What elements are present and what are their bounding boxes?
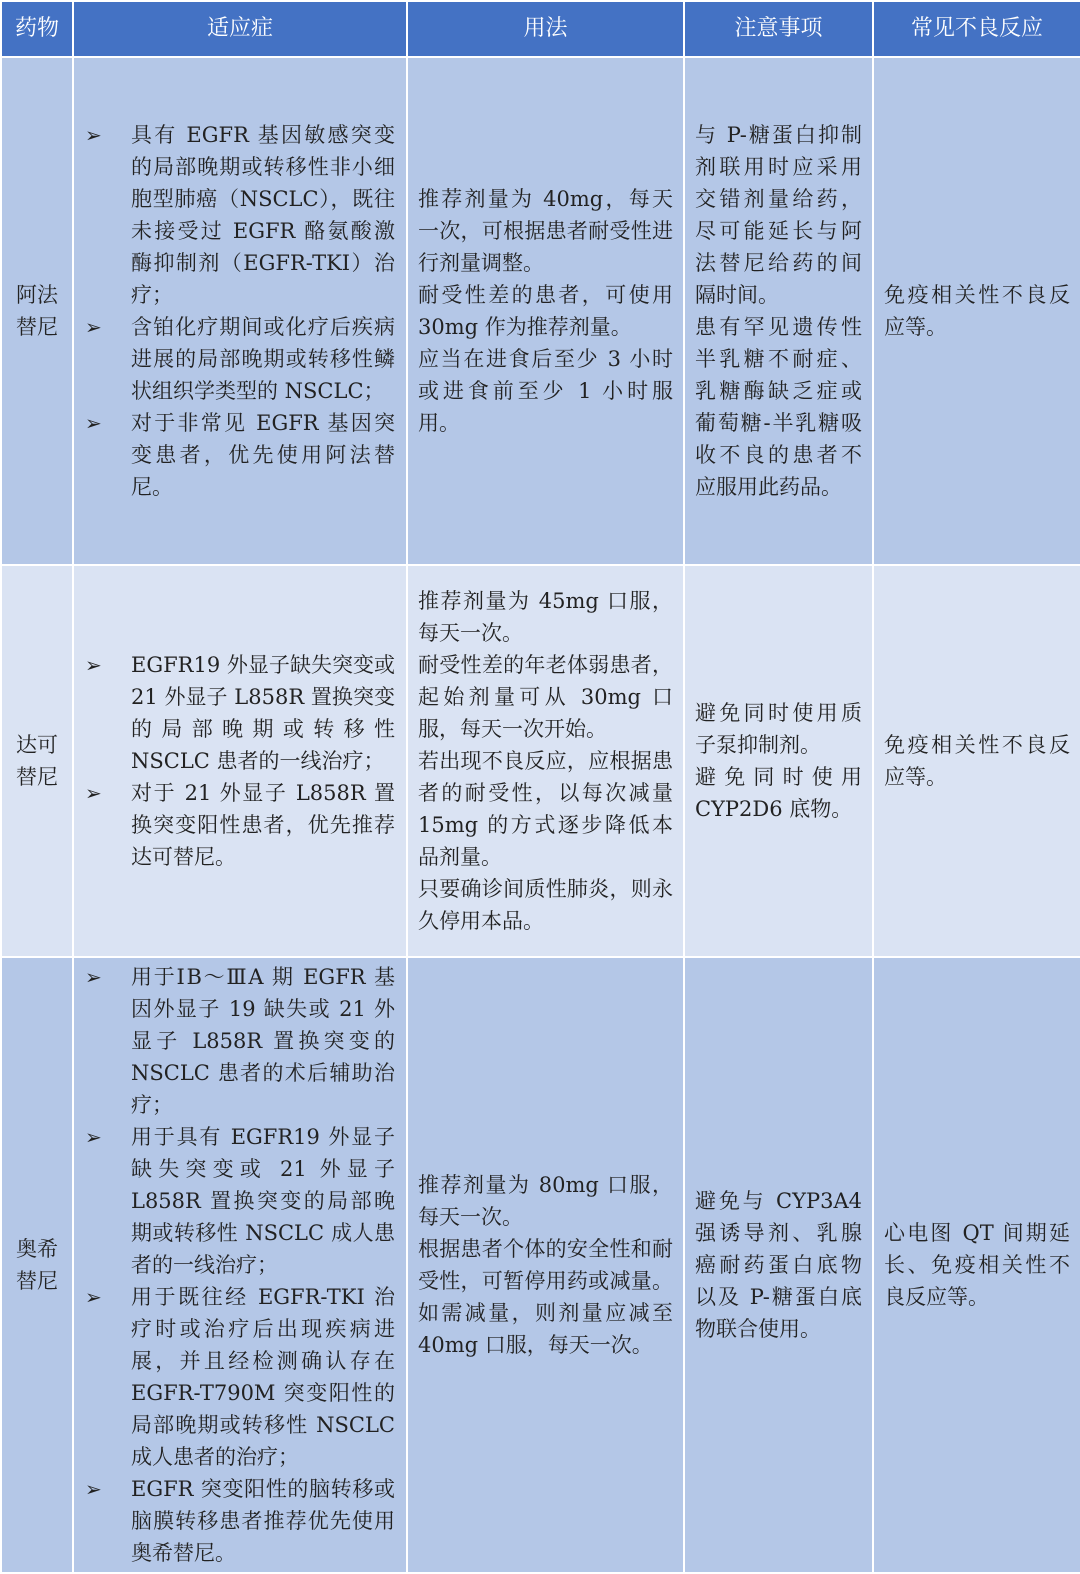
drug-name: 奥希替尼 [16,1237,58,1293]
adverse-reactions-cell: 免疫相关性不良反应等。 [873,57,1080,565]
arrow-bullet-icon: ➢ [85,123,102,147]
arrow-bullet-icon: ➢ [85,411,102,435]
indications-cell [73,957,407,1573]
table-row-dacomitinib [1,565,1080,957]
arrow-bullet-icon: ➢ [85,1125,102,1149]
table-row-osimertinib [1,957,1080,1573]
adverse-reactions-cell: 免疫相关性不良反应等。 [873,565,1080,957]
arrow-bullet-icon: ➢ [85,781,102,805]
table-row-afatinib [1,57,1080,565]
indications-cell [73,57,407,565]
indication-item: ➢ 用于具有 EGFR19 外显子缺失突变或 21 外显子 L858R 置换突变的局部晚期或转移性 NSCLC 成人患者的一线治疗； [85,1121,395,1281]
precautions-cell: 避免同时使用质子泵抑制剂。 避免同时使用 CYP2D6 底物。 [684,565,873,957]
indication-item: ➢ 对于 21 外显子 L858R 置换突变阳性患者，优先推荐达可替尼。 [85,777,395,873]
drug-name-cell [1,565,73,957]
precautions-cell: 与 P-糖蛋白抑制剂联用时应采用交错剂量给药，尽可能延长与阿法替尼给药的间隔时间。 患有罕见遗传性半乳糖不耐症、乳糖酶缺乏症或葡萄糖-半乳糖吸收不良的患者不应服用此药品。 [684,57,873,565]
arrow-bullet-icon: ➢ [85,1477,102,1501]
indication-item: ➢ 对于非常见 EGFR 基因突变患者，优先使用阿法替尼。 [85,407,395,503]
adverse-reactions-cell: 心电图 QT 间期延长、免疫相关性不良反应等。 [873,957,1080,1573]
indication-item: ➢ EGFR19 外显子缺失突变或 21 外显子 L858R 置换突变的局部晚期或转移性 NSCLC 患者的一线治疗； [85,649,395,777]
indication-item: ➢ 具有 EGFR 基因敏感突变的局部晚期或转移性非小细胞型肺癌（NSCLC），既往未接受过 EGFR 酪氨酸激酶抑制剂（EGFR-TKI）治疗； [85,119,395,311]
arrow-bullet-icon: ➢ [85,965,102,989]
arrow-bullet-icon: ➢ [85,315,102,339]
usage-cell: 推荐剂量为 80mg 口服，每天一次。 根据患者个体的安全性和耐受性，可暂停用药或减量。如需减量，则剂量应减至 40mg 口服，每天一次。 [407,957,684,1573]
indication-item: ➢ 含铂化疗期间或化疗后疾病进展的局部晚期或转移性鳞状组织学类型的 NSCLC； [85,311,395,407]
header-drug: 药物 [1,1,73,57]
arrow-bullet-icon: ➢ [85,653,102,677]
header-adverse-reactions: 常见不良反应 [873,1,1080,57]
arrow-bullet-icon: ➢ [85,1285,102,1309]
header-row [1,1,1080,57]
usage-cell: 推荐剂量为 40mg，每天一次，可根据患者耐受性进行剂量调整。 耐受性差的患者，可使用 30mg 作为推荐剂量。 应当在进食后至少 3 小时或进食前至少 1 小时服用。 [407,57,684,565]
header-usage: 用法 [407,1,684,57]
drug-name: 达可替尼 [16,733,58,789]
indications-cell [73,565,407,957]
header-indications: 适应症 [73,1,407,57]
indication-item: ➢ EGFR 突变阳性的脑转移或脑膜转移患者推荐优先使用奥希替尼。 [85,1473,395,1569]
header-precautions: 注意事项 [684,1,873,57]
drug-name: 阿法替尼 [16,283,58,339]
drug-name-cell [1,957,73,1573]
usage-cell: 推荐剂量为 45mg 口服，每天一次。 耐受性差的年老体弱患者，起始剂量可从 30mg 口服，每天一次开始。 若出现不良反应，应根据患者的耐受性，以每次减量 15mg 的方式逐步降低本品剂量。 只要确诊间质性肺炎，则永久停用本品。 [407,565,684,957]
indication-item: ➢ 用于ⅠB～ⅢA 期 EGFR 基因外显子 19 缺失或 21 外显子 L858R 置换突变的 NSCLC 患者的术后辅助治疗； [85,961,395,1121]
drug-name-cell [1,57,73,565]
indication-item: ➢ 用于既往经 EGFR-TKI 治疗时或治疗后出现疾病进展，并且经检测确认存在 EGFR-T790M 突变阳性的局部晚期或转移性 NSCLC 成人患者的治疗； [85,1281,395,1473]
precautions-cell: 避免与 CYP3A4 强诱导剂、乳腺癌耐药蛋白底物以及 P-糖蛋白底物联合使用。 [684,957,873,1573]
